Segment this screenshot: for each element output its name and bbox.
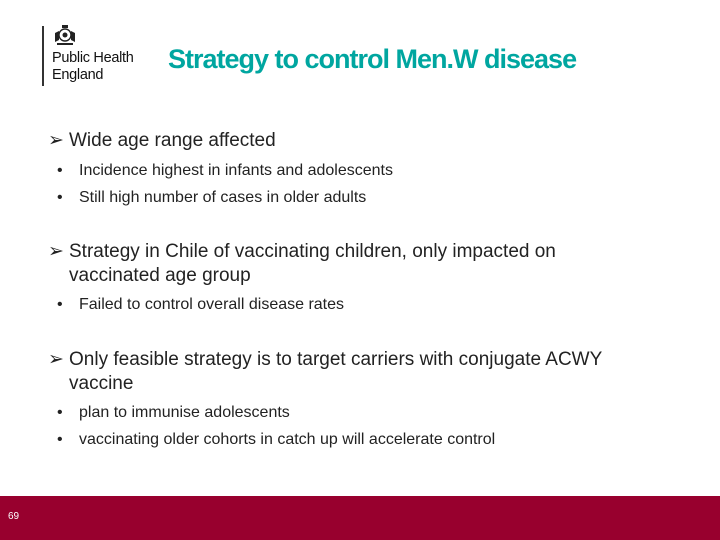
- royal-crest-icon: [52, 24, 78, 46]
- sub-bullet-item: [57, 188, 677, 208]
- sub-bullet-text: vaccinating older cohorts in catch up will accelerate control: [79, 431, 496, 448]
- dot-bullet-icon: •: [57, 296, 63, 313]
- dot-bullet-icon: •: [57, 162, 63, 179]
- sub-bullet-item: [57, 430, 677, 450]
- footer-bar: [0, 496, 720, 540]
- sub-bullet-text: plan to immunise adolescents: [79, 404, 290, 421]
- sub-bullet-text: Failed to control overall disease rates: [79, 296, 345, 313]
- arrow-bullet-icon: ➢: [48, 241, 64, 262]
- bullet-item: [48, 129, 668, 153]
- dot-bullet-icon: •: [57, 189, 63, 206]
- sub-bullet-text: Incidence highest in infants and adolescents: [79, 162, 393, 179]
- dot-bullet-icon: •: [57, 431, 63, 448]
- dot-bullet-icon: •: [57, 404, 63, 421]
- sub-bullet-item: [57, 295, 677, 315]
- bullet-text: Strategy in Chile of vaccinating children, only impacted on vaccinated age group: [69, 241, 556, 286]
- logo-text: [52, 50, 134, 84]
- arrow-bullet-icon: ➢: [48, 130, 64, 151]
- logo-divider: [42, 26, 44, 86]
- bullet-text: Wide age range affected: [69, 130, 276, 151]
- slide-title: Strategy to control Men.W disease: [168, 44, 577, 74]
- logo-line-1: Public Health: [52, 50, 134, 66]
- page-number: 69: [8, 511, 20, 522]
- sub-bullet-text: Still high number of cases in older adults: [79, 189, 367, 206]
- sub-bullet-item: [57, 161, 677, 181]
- phe-logo: [42, 22, 152, 92]
- bullet-item: [48, 240, 608, 288]
- arrow-bullet-icon: ➢: [48, 349, 64, 370]
- sub-bullet-item: [57, 403, 677, 423]
- bullet-item: [48, 348, 648, 396]
- bullet-text: Only feasible strategy is to target carriers with conjugate ACWY vaccine: [69, 349, 602, 394]
- logo-line-2: England: [52, 67, 104, 83]
